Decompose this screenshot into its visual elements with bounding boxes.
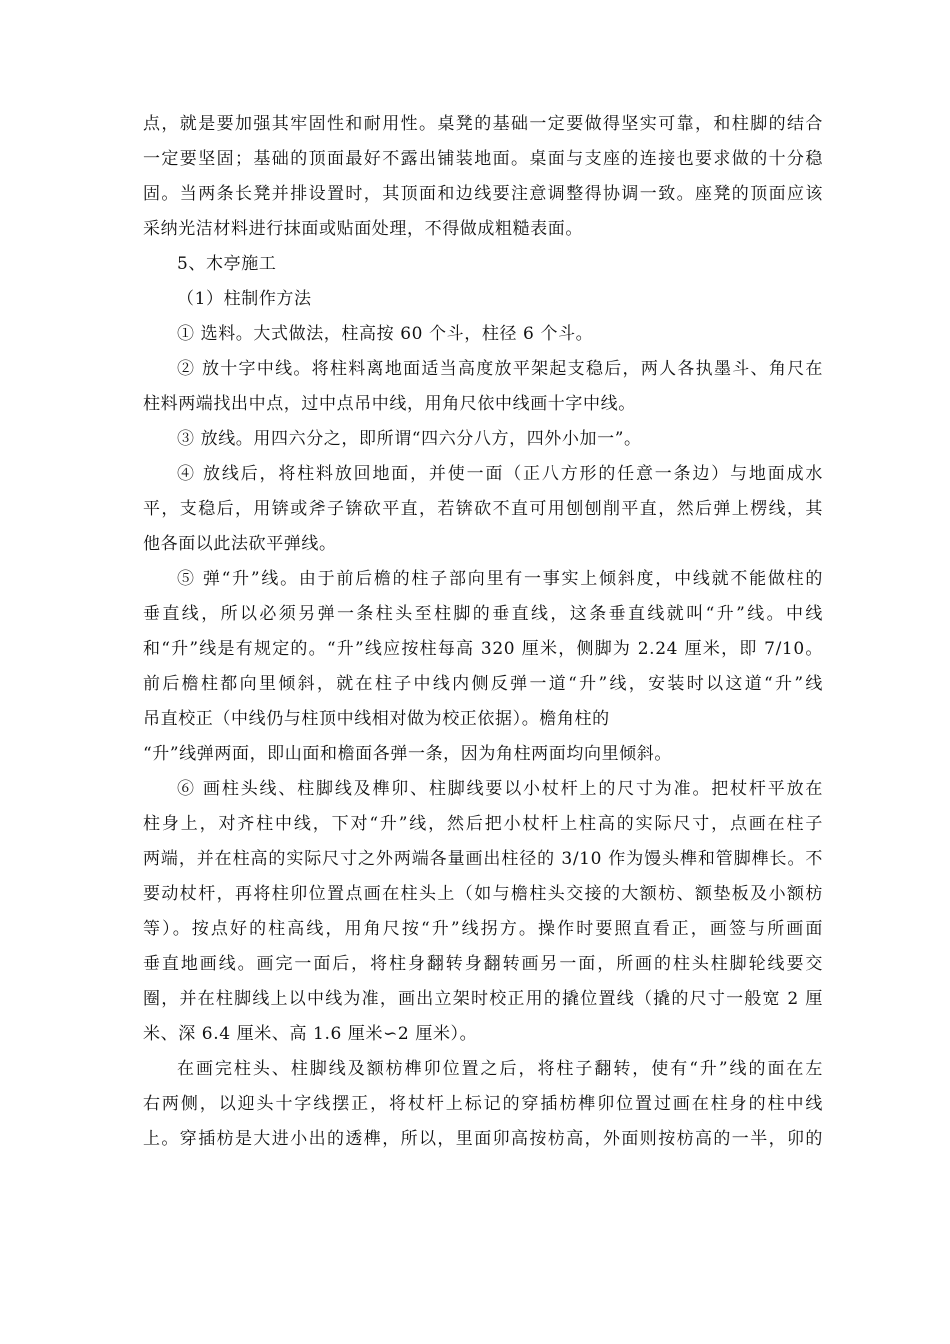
text-line: 两端，并在柱高的实际尺寸之外两端各量画出柱径的 3/10 作为馒头榫和管脚榫长。不 (143, 849, 823, 869)
text-line: 垂直地画线。画完一面后，将柱身翻转身翻转画另一面，所画的柱头柱脚轮线要交 (143, 954, 823, 974)
text-line: ③ 放线。用四六分之，即所谓“四六分八方，四外小加一”。 (177, 429, 642, 449)
text-line: 固。当两条长凳并排设置时，其顶面和边线要注意调整得协调一致。座凳的顶面应该 (143, 184, 823, 204)
text-line: 在画完柱头、柱脚线及额枋榫卯位置之后，将柱子翻转，使有“升”线的面在左 (177, 1059, 823, 1079)
text-line: 垂直线，所以必须另弹一条柱头至柱脚的垂直线，这条垂直线就叫“升”线。中线 (143, 604, 823, 624)
text-line: 他各面以此法砍平弹线。 (143, 534, 337, 554)
text-line: ⑤ 弹“升”线。由于前后檐的柱子部向里有一事实上倾斜度，中线就不能做柱的 (177, 569, 823, 589)
text-line: 平，支稳后，用锛或斧子锛砍平直，若锛砍不直可用刨刨削平直，然后弹上楞线，其 (143, 499, 823, 519)
text-line: 米、深 6.4 厘米、高 1.6 厘米∽2 厘米）。 (143, 1024, 478, 1044)
text-line: 柱料两端找出中点，过中点吊中线，用角尺依中线画十字中线。 (143, 394, 636, 414)
text-line: 5、木亭施工 (177, 254, 277, 274)
text-line: ① 选料。大式做法，柱高按 60 个斗，柱径 6 个斗。 (177, 324, 594, 344)
text-line: ② 放十字中线。将柱料离地面适当高度放平架起支稳后，两人各执墨斗、角尺在 (177, 359, 823, 379)
text-line: 一定要坚固；基础的顶面最好不露出铺装地面。桌面与支座的连接也要求做的十分稳 (143, 149, 823, 169)
document-body (143, 107, 823, 1157)
text-line: 要动杖杆，再将柱卯位置点画在柱头上（如与檐柱头交接的大额枋、额垫板及小额枋 (143, 884, 823, 904)
text-line: 前后檐柱都向里倾斜，就在柱子中线内侧反弹一道“升”线，安装时以这道“升”线 (143, 674, 823, 694)
text-line: 和“升”线是有规定的。“升”线应按柱每高 320 厘米，侧脚为 2.24 厘米，即 7/10。 (143, 639, 823, 659)
text-line: 右两侧，以迎头十字线摆正，将杖杆上标记的穿插枋榫卯位置过画在柱身的柱中线 (143, 1094, 823, 1114)
text-line: 柱身上，对齐柱中线，下对“升”线，然后把小杖杆上柱高的实际尺寸，点画在柱子 (143, 814, 823, 834)
text-line: ⑥ 画柱头线、柱脚线及榫卯、柱脚线要以小杖杆上的尺寸为准。把杖杆平放在 (177, 779, 823, 799)
text-line: 等）。按点好的柱高线，用角尺按“升”线拐方。操作时要照直看正，画签与所画面 (143, 919, 823, 939)
text-line: 吊直校正（中线仍与柱顶中线相对做为校正依据）。檐角柱的 (143, 709, 610, 729)
text-line: 圈，并在柱脚线上以中线为准，画出立架时校正用的撬位置线（撬的尺寸一般宽 2 厘 (143, 989, 823, 1009)
text-line: 上。穿插枋是大进小出的透榫，所以，里面卯高按枋高，外面则按枋高的一半，卯的 (143, 1129, 823, 1149)
text-line: ④ 放线后，将柱料放回地面，并使一面（正八方形的任意一条边）与地面成水 (177, 464, 823, 484)
text-line: 采纳光洁材料进行抹面或贴面处理，不得做成粗糙表面。 (143, 219, 583, 239)
text-line: “升”线弹两面，即山面和檐面各弹一条，因为角柱两面均向里倾斜。 (143, 744, 672, 764)
text-line: 点，就是要加强其牢固性和耐用性。桌凳的基础一定要做得坚实可靠，和柱脚的结合 (143, 114, 823, 134)
text-line: （1）柱制作方法 (177, 289, 312, 309)
